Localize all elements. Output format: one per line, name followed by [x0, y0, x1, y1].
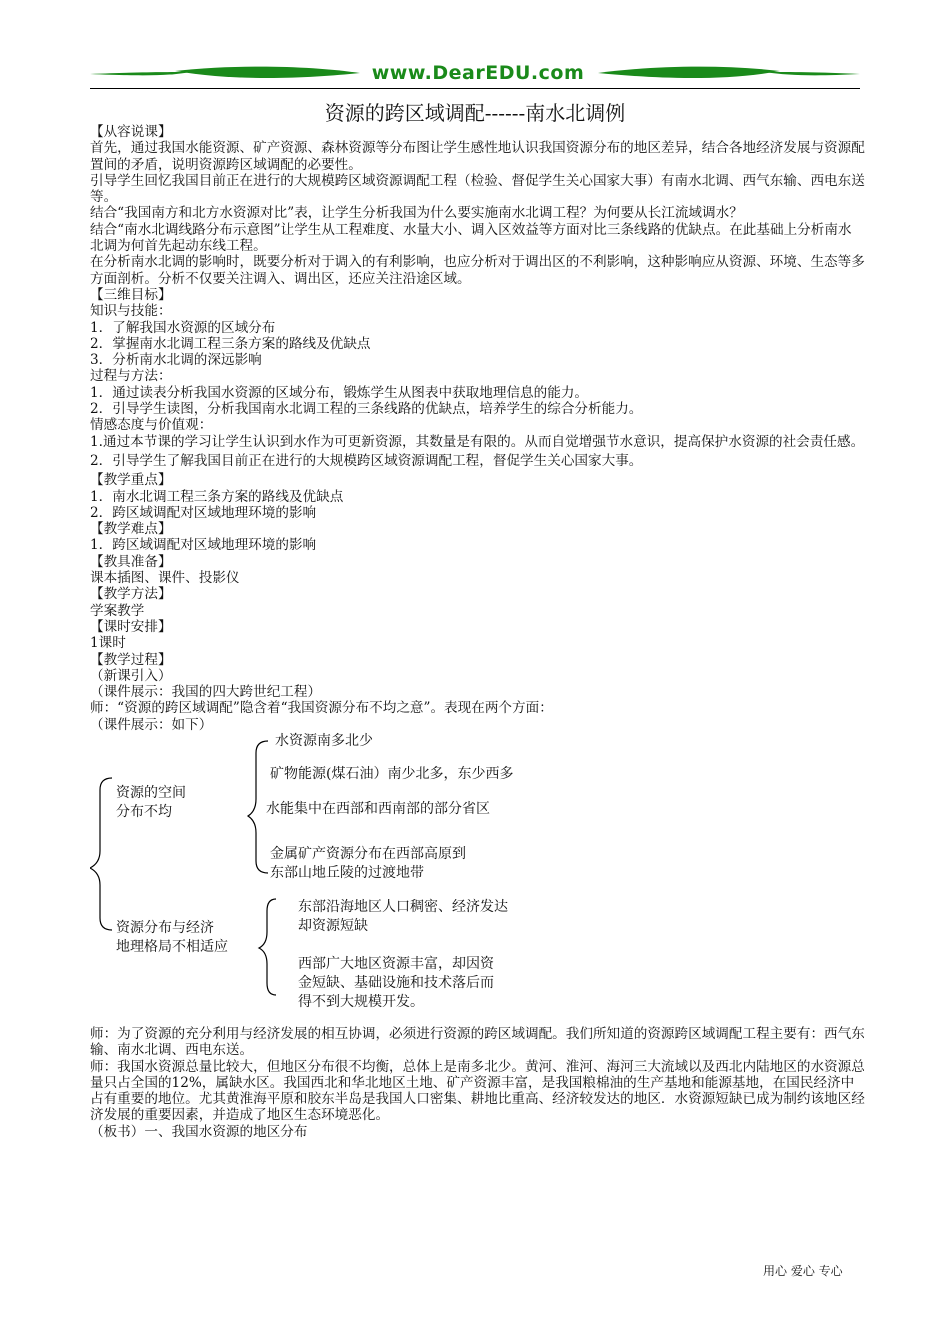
- paragraph: 首先，通过我国水能资源、矿产资源、森林资源等分布图让学生感性地认识我国资源分布的地区差异，结合各地经济发展与资源配置间的矛盾，说明资源跨区域调配的必要性。: [90, 140, 865, 173]
- list-item: 1．通过读表分析我国水资源的区域分布，锻炼学生从图表中获取地理信息的能力。: [90, 384, 589, 401]
- leaf-item: 水资源南多北少: [275, 732, 373, 749]
- leaf-item: 东部山地丘陵的过渡地带: [270, 864, 424, 881]
- paragraph: 结合“南水北调线路分布示意图”让学生从工程难度、水量大小、调入区效益等方面对比三条线路的优缺点。在此基础上分析南水北调为何首先起动东线工程。: [90, 221, 852, 255]
- branch-label: 资源的空间: [116, 784, 186, 801]
- paragraph: （新课引入）: [90, 667, 172, 684]
- section-heading: 【三维目标】: [90, 286, 172, 303]
- branch-label: 分布不均: [116, 803, 172, 820]
- paragraph: 师：我国水资源总量比较大，但地区分布很不均衡，总体上是南多北少。黄河、淮河、海河三大流域以及西北内陆地区的水资源总量只占全国的12%，属缺水区。我国西北和华北地区土地、矿产资源丰富，是我国粮棉油的生产基地和能源基地，在国民经济中占有重要的地位。尤其黄淮海平原和胶东半岛是我国人口密集、耕地比重高、经济较发达的地区．水资源短缺已成为制约该地区经济发展的重要因素，并造成了地区生态环境恶化。: [90, 1058, 865, 1124]
- section-heading: 【教学方法】: [90, 586, 172, 603]
- paragraph: （板书）一、我国水资源的地区分布: [90, 1123, 308, 1140]
- paragraph: 在分析南水北调的影响时，既要分析对于调入的有利影响，也应分析对于调出区的不利影响，这种影响应从资源、环境、生态等多方面剖析。分析不仅要关注调入、调出区，还应关注沿途区域。: [90, 254, 865, 287]
- document-body: [90, 124, 865, 1140]
- list-item: 1．了解我国水资源的区域分布: [90, 319, 276, 336]
- page-title: 资源的跨区域调配------南水北调例: [324, 101, 626, 125]
- leaf-item: 却资源短缺: [298, 917, 368, 934]
- section-heading: 【课时安排】: [90, 618, 172, 635]
- section-heading: 【教学重点】: [90, 472, 172, 489]
- branch-label: 地理格局不相适应: [116, 938, 228, 955]
- list-item: 2．引导学生了解我国目前正在进行的大规模跨区域资源调配工程，督促学生关心国家大事。: [90, 452, 643, 469]
- paragraph: 课本插图、课件、投影仪: [90, 570, 240, 587]
- list-item: 2．跨区域调配对区域地理环境的影响: [90, 504, 317, 521]
- subheading: 过程与方法：: [90, 368, 172, 385]
- paragraph: 引导学生回忆我国目前正在进行的大规模跨区域资源调配工程（检验、督促学生关心国家大事）有南水北调、西气东输、西电东送等。: [90, 172, 865, 206]
- list-item: 1.通过本节课的学习让学生认识到水作为可更新资源，其数量是有限的。从而自觉增强节水意识，提高保护水资源的社会责任感。: [90, 433, 865, 450]
- paragraph: 1课时: [90, 635, 126, 652]
- leaf-item: 东部沿海地区人口稠密、经济发达: [298, 898, 508, 915]
- paragraph: 学案教学: [90, 602, 145, 619]
- subheading: 情感态度与价值观：: [90, 417, 213, 434]
- subheading: 知识与技能：: [90, 303, 172, 320]
- brace-diagram: [90, 733, 865, 1026]
- section-heading: 【教具准备】: [90, 553, 172, 570]
- section-heading: 【教学难点】: [90, 521, 172, 538]
- branch-label: 资源分布与经济: [116, 919, 214, 936]
- list-item: 2．引导学生读图，分析我国南水北调工程的三条线路的优缺点，培养学生的综合分析能力。: [90, 401, 643, 418]
- paragraph: （课件展示：我国的四大跨世纪工程）: [90, 684, 322, 701]
- leaf-item: 金属矿产资源分布在西部高原到: [270, 845, 466, 862]
- list-item: 1．跨区域调配对区域地理环境的影响: [90, 537, 317, 554]
- section-heading: 【从容说课】: [90, 124, 172, 140]
- leaf-item: 矿物能源(煤石油）南少北多，东少西多: [270, 765, 514, 782]
- section-heading: 【教学过程】: [90, 651, 172, 668]
- paragraph: 师：为了资源的充分利用与经济发展的相互协调，必须进行资源的跨区域调配。我们所知道的资源跨区域调配工程主要有：西气东输、南水北调、西电东送。: [90, 1025, 865, 1059]
- list-item: 2．掌握南水北调工程三条方案的路线及优缺点: [90, 335, 371, 352]
- leaf-item: 得不到大规模开发。: [298, 993, 424, 1010]
- leaf-item: 西部广大地区资源丰富，却因资: [298, 955, 494, 972]
- paragraph: 师：“资源的跨区域调配”隐含着“我国资源分布不均之意”。表现在两个方面：: [90, 700, 553, 717]
- brand-logo[interactable]: www.DearEDU.com: [371, 62, 585, 84]
- page-footer: 用心 爱心 专心: [763, 1264, 843, 1278]
- leaf-item: 金短缺、基础设施和技术落后而: [298, 974, 494, 991]
- leaf-item: 水能集中在西部和西南部的部分省区: [266, 800, 490, 817]
- list-item: 1．南水北调工程三条方案的路线及优缺点: [90, 488, 344, 505]
- after-diagram: [90, 1026, 865, 1140]
- header-divider: [90, 88, 860, 89]
- paragraph: 结合“我国南方和北方水资源对比”表，让学生分析我国为什么要实施南水北调工程？为何要从长江流域调水？: [90, 205, 743, 222]
- paragraph: （课件展示：如下）: [90, 716, 213, 733]
- list-item: 3．分析南水北调的深远影响: [90, 352, 262, 369]
